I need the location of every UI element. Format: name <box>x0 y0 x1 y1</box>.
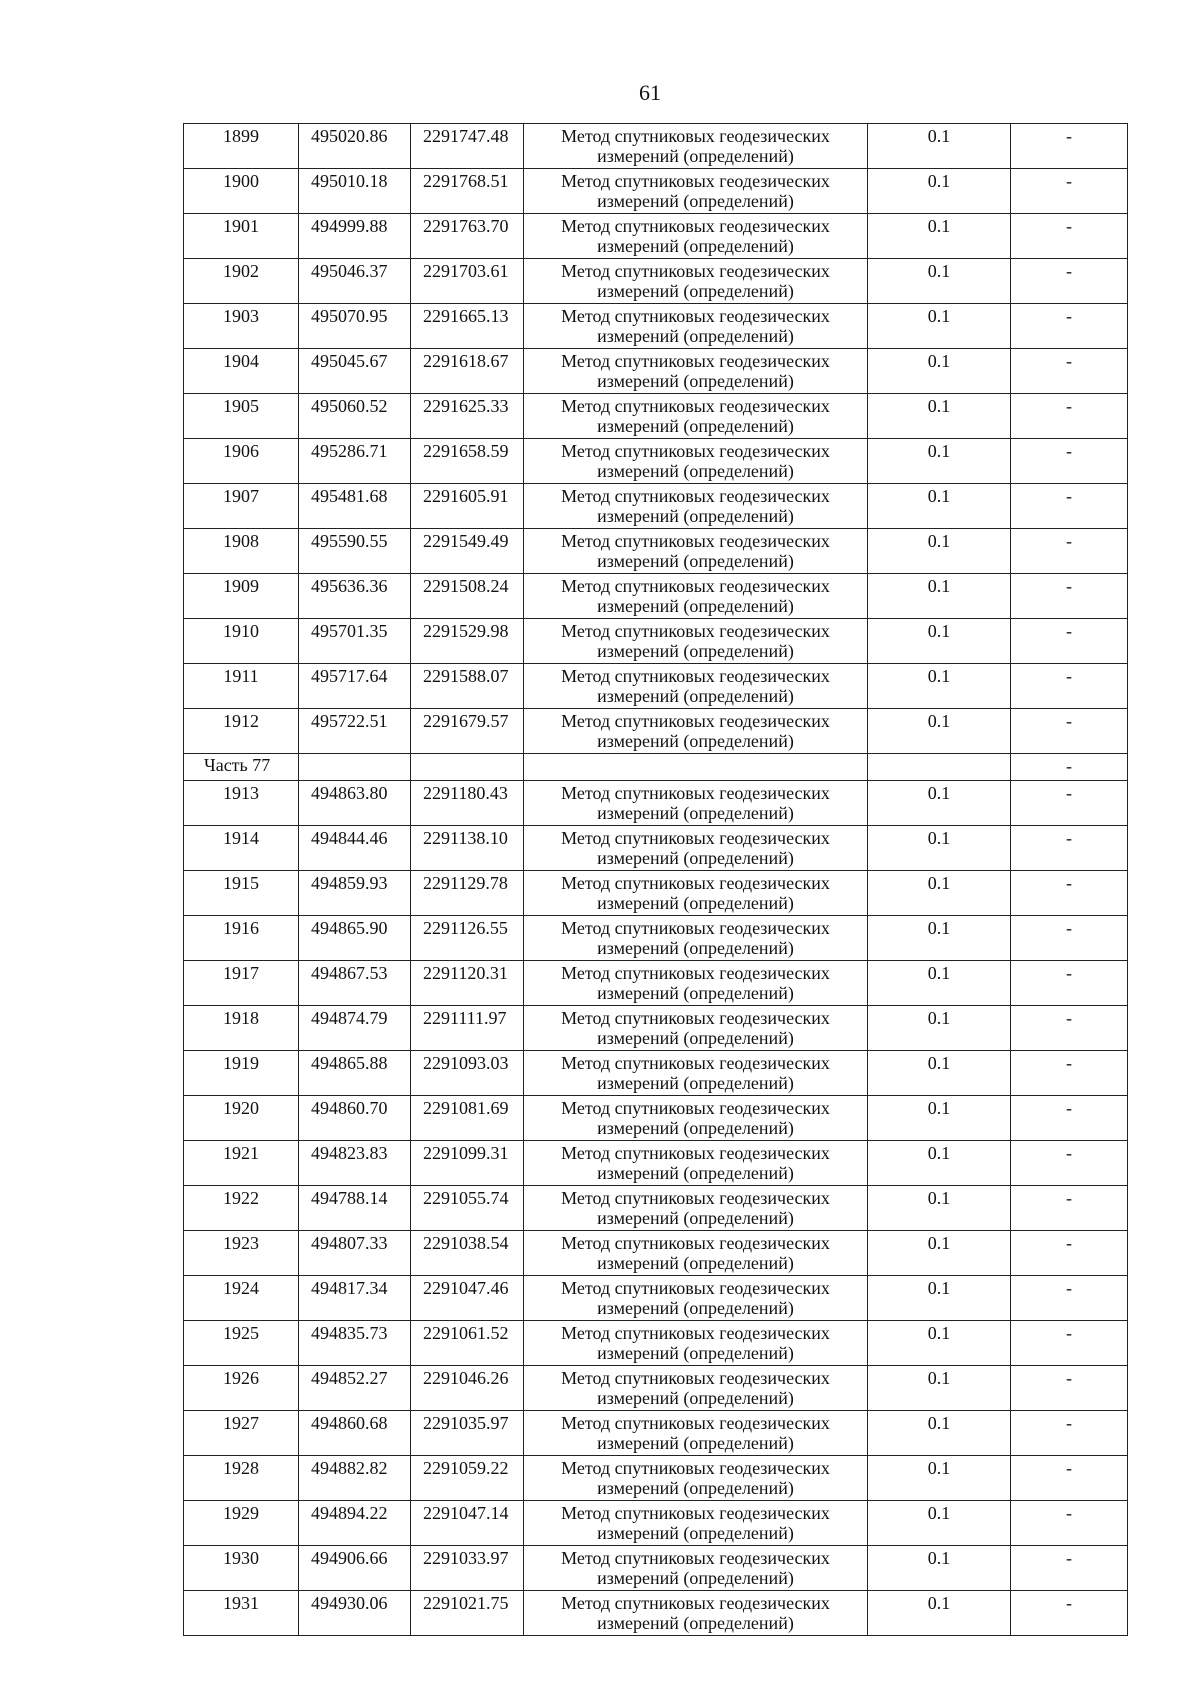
point-number-cell: 1903 <box>184 304 299 349</box>
section-row <box>184 754 1128 781</box>
x-coordinate-cell: 494823.83 <box>299 1141 411 1186</box>
y-coordinate-cell: 2291665.13 <box>411 304 524 349</box>
method-cell: Метод спутниковых геодезических измерений (определений) <box>524 709 868 754</box>
table-row <box>184 1546 1128 1591</box>
table-row <box>184 826 1128 871</box>
table-row <box>184 484 1128 529</box>
point-number-cell: 1922 <box>184 1186 299 1231</box>
note-cell: - <box>1011 754 1128 781</box>
table-row <box>184 349 1128 394</box>
x-coordinate-cell: 495590.55 <box>299 529 411 574</box>
method-cell: Метод спутниковых геодезических измерений (определений) <box>524 1006 868 1051</box>
method-cell: Метод спутниковых геодезических измерений (определений) <box>524 124 868 169</box>
note-cell: - <box>1011 1231 1128 1276</box>
accuracy-cell: 0.1 <box>868 1501 1011 1546</box>
x-coordinate-cell: 494835.73 <box>299 1321 411 1366</box>
point-number-cell: 1902 <box>184 259 299 304</box>
note-cell: - <box>1011 1096 1128 1141</box>
method-cell: Метод спутниковых геодезических измерений (определений) <box>524 1186 868 1231</box>
method-cell: Метод спутниковых геодезических измерений (определений) <box>524 1096 868 1141</box>
accuracy-cell: 0.1 <box>868 304 1011 349</box>
accuracy-cell: 0.1 <box>868 619 1011 664</box>
y-coordinate-cell: 2291099.31 <box>411 1141 524 1186</box>
table-row <box>184 259 1128 304</box>
note-cell: - <box>1011 961 1128 1006</box>
x-coordinate-cell: 495722.51 <box>299 709 411 754</box>
accuracy-cell: 0.1 <box>868 1276 1011 1321</box>
point-number-cell: 1906 <box>184 439 299 484</box>
accuracy-cell: 0.1 <box>868 124 1011 169</box>
method-cell: Метод спутниковых геодезических измерений (определений) <box>524 1231 868 1276</box>
y-coordinate-cell: 2291703.61 <box>411 259 524 304</box>
y-coordinate-cell: 2291126.55 <box>411 916 524 961</box>
table-row <box>184 1051 1128 1096</box>
point-number-cell: 1904 <box>184 349 299 394</box>
table-row <box>184 214 1128 259</box>
note-cell: - <box>1011 1186 1128 1231</box>
method-cell: Метод спутниковых геодезических измерений (определений) <box>524 916 868 961</box>
empty-cell <box>868 754 1011 781</box>
x-coordinate-cell: 494867.53 <box>299 961 411 1006</box>
point-number-cell: 1919 <box>184 1051 299 1096</box>
note-cell: - <box>1011 1141 1128 1186</box>
y-coordinate-cell: 2291618.67 <box>411 349 524 394</box>
method-cell: Метод спутниковых геодезических измерений (определений) <box>524 214 868 259</box>
method-cell: Метод спутниковых геодезических измерений (определений) <box>524 664 868 709</box>
coordinates-table-body <box>184 124 1128 1636</box>
y-coordinate-cell: 2291129.78 <box>411 871 524 916</box>
note-cell: - <box>1011 619 1128 664</box>
table-row <box>184 709 1128 754</box>
x-coordinate-cell: 494863.80 <box>299 781 411 826</box>
note-cell: - <box>1011 394 1128 439</box>
point-number-cell: 1899 <box>184 124 299 169</box>
note-cell: - <box>1011 916 1128 961</box>
method-cell: Метод спутниковых геодезических измерений (определений) <box>524 1591 868 1636</box>
point-number-cell: 1901 <box>184 214 299 259</box>
y-coordinate-cell: 2291093.03 <box>411 1051 524 1096</box>
method-cell: Метод спутниковых геодезических измерений (определений) <box>524 1141 868 1186</box>
point-number-cell: 1921 <box>184 1141 299 1186</box>
note-cell: - <box>1011 1366 1128 1411</box>
table-row <box>184 1591 1128 1636</box>
method-cell: Метод спутниковых геодезических измерений (определений) <box>524 529 868 574</box>
method-cell: Метод спутниковых геодезических измерений (определений) <box>524 394 868 439</box>
point-number-cell: 1912 <box>184 709 299 754</box>
note-cell: - <box>1011 709 1128 754</box>
method-cell: Метод спутниковых геодезических измерений (определений) <box>524 781 868 826</box>
y-coordinate-cell: 2291180.43 <box>411 781 524 826</box>
table-row <box>184 1456 1128 1501</box>
note-cell: - <box>1011 1501 1128 1546</box>
table-row <box>184 1186 1128 1231</box>
point-number-cell: 1928 <box>184 1456 299 1501</box>
point-number-cell: 1917 <box>184 961 299 1006</box>
y-coordinate-cell: 2291549.49 <box>411 529 524 574</box>
accuracy-cell: 0.1 <box>868 574 1011 619</box>
table-row <box>184 1096 1128 1141</box>
y-coordinate-cell: 2291763.70 <box>411 214 524 259</box>
x-coordinate-cell: 494817.34 <box>299 1276 411 1321</box>
note-cell: - <box>1011 826 1128 871</box>
method-cell: Метод спутниковых геодезических измерений (определений) <box>524 1546 868 1591</box>
x-coordinate-cell: 494999.88 <box>299 214 411 259</box>
x-coordinate-cell: 494930.06 <box>299 1591 411 1636</box>
point-number-cell: 1918 <box>184 1006 299 1051</box>
method-cell: Метод спутниковых геодезических измерений (определений) <box>524 1051 868 1096</box>
x-coordinate-cell: 495060.52 <box>299 394 411 439</box>
method-cell: Метод спутниковых геодезических измерений (определений) <box>524 826 868 871</box>
point-number-cell: 1905 <box>184 394 299 439</box>
table-row <box>184 574 1128 619</box>
accuracy-cell: 0.1 <box>868 1456 1011 1501</box>
table-row <box>184 1411 1128 1456</box>
y-coordinate-cell: 2291047.46 <box>411 1276 524 1321</box>
x-coordinate-cell: 495045.67 <box>299 349 411 394</box>
point-number-cell: 1916 <box>184 916 299 961</box>
y-coordinate-cell: 2291658.59 <box>411 439 524 484</box>
x-coordinate-cell: 495701.35 <box>299 619 411 664</box>
point-number-cell: 1908 <box>184 529 299 574</box>
x-coordinate-cell: 494860.70 <box>299 1096 411 1141</box>
accuracy-cell: 0.1 <box>868 1366 1011 1411</box>
table-row <box>184 664 1128 709</box>
table-row <box>184 1141 1128 1186</box>
y-coordinate-cell: 2291508.24 <box>411 574 524 619</box>
x-coordinate-cell: 494844.46 <box>299 826 411 871</box>
note-cell: - <box>1011 259 1128 304</box>
accuracy-cell: 0.1 <box>868 1231 1011 1276</box>
y-coordinate-cell: 2291768.51 <box>411 169 524 214</box>
table-row <box>184 1366 1128 1411</box>
x-coordinate-cell: 494906.66 <box>299 1546 411 1591</box>
accuracy-cell: 0.1 <box>868 664 1011 709</box>
method-cell: Метод спутниковых геодезических измерений (определений) <box>524 1366 868 1411</box>
y-coordinate-cell: 2291747.48 <box>411 124 524 169</box>
method-cell: Метод спутниковых геодезических измерений (определений) <box>524 349 868 394</box>
note-cell: - <box>1011 1546 1128 1591</box>
note-cell: - <box>1011 169 1128 214</box>
note-cell: - <box>1011 1051 1128 1096</box>
note-cell: - <box>1011 1456 1128 1501</box>
y-coordinate-cell: 2291061.52 <box>411 1321 524 1366</box>
table-row <box>184 1501 1128 1546</box>
table-row <box>184 781 1128 826</box>
method-cell: Метод спутниковых геодезических измерений (определений) <box>524 1411 868 1456</box>
x-coordinate-cell: 494894.22 <box>299 1501 411 1546</box>
coordinates-table <box>183 123 1128 1636</box>
accuracy-cell: 0.1 <box>868 259 1011 304</box>
x-coordinate-cell: 495717.64 <box>299 664 411 709</box>
note-cell: - <box>1011 1321 1128 1366</box>
x-coordinate-cell: 495286.71 <box>299 439 411 484</box>
accuracy-cell: 0.1 <box>868 1186 1011 1231</box>
note-cell: - <box>1011 1411 1128 1456</box>
accuracy-cell: 0.1 <box>868 871 1011 916</box>
accuracy-cell: 0.1 <box>868 529 1011 574</box>
page-number: 61 <box>639 80 661 105</box>
accuracy-cell: 0.1 <box>868 1591 1011 1636</box>
accuracy-cell: 0.1 <box>868 709 1011 754</box>
accuracy-cell: 0.1 <box>868 1411 1011 1456</box>
y-coordinate-cell: 2291038.54 <box>411 1231 524 1276</box>
note-cell: - <box>1011 349 1128 394</box>
method-cell: Метод спутниковых геодезических измерений (определений) <box>524 304 868 349</box>
point-number-cell: 1925 <box>184 1321 299 1366</box>
point-number-cell: 1931 <box>184 1591 299 1636</box>
accuracy-cell: 0.1 <box>868 1051 1011 1096</box>
method-cell: Метод спутниковых геодезических измерений (определений) <box>524 574 868 619</box>
y-coordinate-cell: 2291047.14 <box>411 1501 524 1546</box>
method-cell: Метод спутниковых геодезических измерений (определений) <box>524 1321 868 1366</box>
point-number-cell: 1900 <box>184 169 299 214</box>
accuracy-cell: 0.1 <box>868 1321 1011 1366</box>
table-row <box>184 304 1128 349</box>
y-coordinate-cell: 2291605.91 <box>411 484 524 529</box>
x-coordinate-cell: 494882.82 <box>299 1456 411 1501</box>
table-row <box>184 124 1128 169</box>
y-coordinate-cell: 2291033.97 <box>411 1546 524 1591</box>
empty-cell <box>299 754 411 781</box>
note-cell: - <box>1011 1591 1128 1636</box>
y-coordinate-cell: 2291625.33 <box>411 394 524 439</box>
accuracy-cell: 0.1 <box>868 169 1011 214</box>
section-label: Часть 77 <box>184 754 299 781</box>
accuracy-cell: 0.1 <box>868 961 1011 1006</box>
x-coordinate-cell: 494859.93 <box>299 871 411 916</box>
note-cell: - <box>1011 1006 1128 1051</box>
x-coordinate-cell: 495636.36 <box>299 574 411 619</box>
y-coordinate-cell: 2291055.74 <box>411 1186 524 1231</box>
y-coordinate-cell: 2291081.69 <box>411 1096 524 1141</box>
accuracy-cell: 0.1 <box>868 394 1011 439</box>
method-cell: Метод спутниковых геодезических измерений (определений) <box>524 169 868 214</box>
y-coordinate-cell: 2291035.97 <box>411 1411 524 1456</box>
table-row <box>184 394 1128 439</box>
y-coordinate-cell: 2291059.22 <box>411 1456 524 1501</box>
empty-cell <box>411 754 524 781</box>
point-number-cell: 1910 <box>184 619 299 664</box>
point-number-cell: 1915 <box>184 871 299 916</box>
x-coordinate-cell: 494865.90 <box>299 916 411 961</box>
method-cell: Метод спутниковых геодезических измерений (определений) <box>524 1276 868 1321</box>
table-row <box>184 439 1128 484</box>
note-cell: - <box>1011 871 1128 916</box>
x-coordinate-cell: 494788.14 <box>299 1186 411 1231</box>
y-coordinate-cell: 2291138.10 <box>411 826 524 871</box>
point-number-cell: 1913 <box>184 781 299 826</box>
x-coordinate-cell: 494865.88 <box>299 1051 411 1096</box>
accuracy-cell: 0.1 <box>868 439 1011 484</box>
table-row <box>184 619 1128 664</box>
accuracy-cell: 0.1 <box>868 1141 1011 1186</box>
note-cell: - <box>1011 664 1128 709</box>
table-row <box>184 169 1128 214</box>
x-coordinate-cell: 495020.86 <box>299 124 411 169</box>
point-number-cell: 1909 <box>184 574 299 619</box>
accuracy-cell: 0.1 <box>868 1006 1011 1051</box>
method-cell: Метод спутниковых геодезических измерений (определений) <box>524 619 868 664</box>
y-coordinate-cell: 2291021.75 <box>411 1591 524 1636</box>
accuracy-cell: 0.1 <box>868 349 1011 394</box>
point-number-cell: 1920 <box>184 1096 299 1141</box>
point-number-cell: 1911 <box>184 664 299 709</box>
note-cell: - <box>1011 529 1128 574</box>
point-number-cell: 1929 <box>184 1501 299 1546</box>
table-row <box>184 916 1128 961</box>
accuracy-cell: 0.1 <box>868 1096 1011 1141</box>
point-number-cell: 1930 <box>184 1546 299 1591</box>
y-coordinate-cell: 2291679.57 <box>411 709 524 754</box>
x-coordinate-cell: 494874.79 <box>299 1006 411 1051</box>
empty-cell <box>524 754 868 781</box>
accuracy-cell: 0.1 <box>868 781 1011 826</box>
table-row <box>184 1276 1128 1321</box>
method-cell: Метод спутниковых геодезических измерений (определений) <box>524 484 868 529</box>
point-number-cell: 1923 <box>184 1231 299 1276</box>
table-row <box>184 529 1128 574</box>
accuracy-cell: 0.1 <box>868 214 1011 259</box>
method-cell: Метод спутниковых геодезических измерений (определений) <box>524 259 868 304</box>
y-coordinate-cell: 2291046.26 <box>411 1366 524 1411</box>
accuracy-cell: 0.1 <box>868 1546 1011 1591</box>
method-cell: Метод спутниковых геодезических измерений (определений) <box>524 1501 868 1546</box>
note-cell: - <box>1011 214 1128 259</box>
point-number-cell: 1907 <box>184 484 299 529</box>
table-row <box>184 1321 1128 1366</box>
y-coordinate-cell: 2291529.98 <box>411 619 524 664</box>
x-coordinate-cell: 495010.18 <box>299 169 411 214</box>
note-cell: - <box>1011 484 1128 529</box>
x-coordinate-cell: 495070.95 <box>299 304 411 349</box>
table-row <box>184 871 1128 916</box>
note-cell: - <box>1011 439 1128 484</box>
method-cell: Метод спутниковых геодезических измерений (определений) <box>524 871 868 916</box>
table-row <box>184 1006 1128 1051</box>
note-cell: - <box>1011 574 1128 619</box>
point-number-cell: 1924 <box>184 1276 299 1321</box>
note-cell: - <box>1011 781 1128 826</box>
y-coordinate-cell: 2291588.07 <box>411 664 524 709</box>
point-number-cell: 1914 <box>184 826 299 871</box>
table-row <box>184 961 1128 1006</box>
point-number-cell: 1926 <box>184 1366 299 1411</box>
note-cell: - <box>1011 1276 1128 1321</box>
accuracy-cell: 0.1 <box>868 916 1011 961</box>
table-row <box>184 1231 1128 1276</box>
method-cell: Метод спутниковых геодезических измерений (определений) <box>524 961 868 1006</box>
y-coordinate-cell: 2291111.97 <box>411 1006 524 1051</box>
x-coordinate-cell: 494807.33 <box>299 1231 411 1276</box>
note-cell: - <box>1011 124 1128 169</box>
x-coordinate-cell: 495481.68 <box>299 484 411 529</box>
method-cell: Метод спутниковых геодезических измерений (определений) <box>524 439 868 484</box>
point-number-cell: 1927 <box>184 1411 299 1456</box>
x-coordinate-cell: 494860.68 <box>299 1411 411 1456</box>
accuracy-cell: 0.1 <box>868 826 1011 871</box>
accuracy-cell: 0.1 <box>868 484 1011 529</box>
y-coordinate-cell: 2291120.31 <box>411 961 524 1006</box>
x-coordinate-cell: 494852.27 <box>299 1366 411 1411</box>
x-coordinate-cell: 495046.37 <box>299 259 411 304</box>
note-cell: - <box>1011 304 1128 349</box>
method-cell: Метод спутниковых геодезических измерений (определений) <box>524 1456 868 1501</box>
